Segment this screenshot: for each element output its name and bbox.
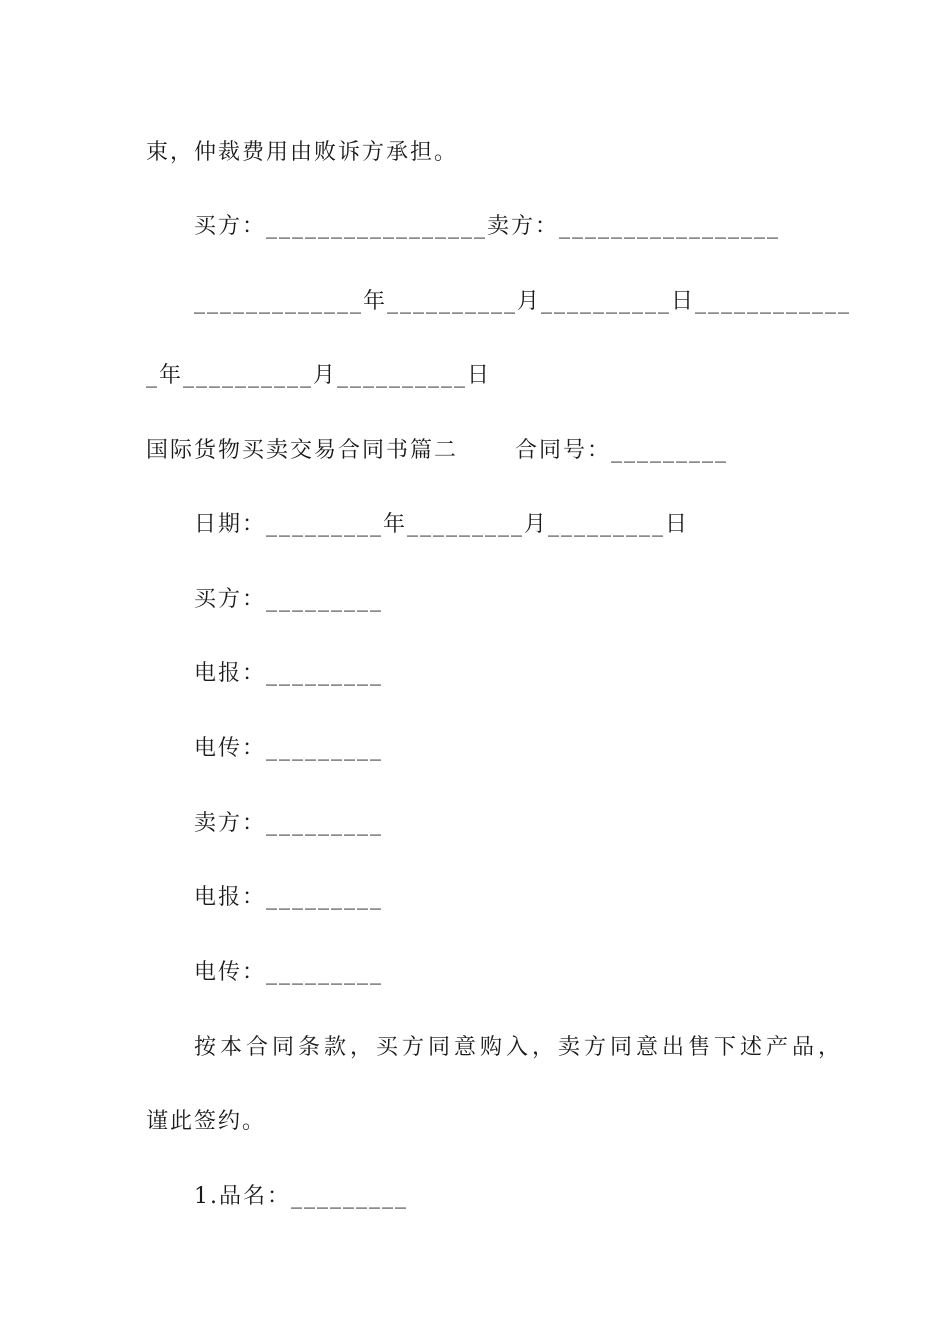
signing-date-line-2: _年__________月__________日 [146,363,492,388]
seller-telegram: 电报：_________ [194,885,384,910]
agreement-paragraph: 按本合同条款，买方同意购入，卖方同意出售下述产品， [194,1035,845,1060]
arbitration-clause-end: 束，仲裁费用由败诉方承担。 [146,140,459,165]
seller-fax: 电传：_________ [194,960,384,985]
signing-date-line-1: _____________年__________月__________日____________ [194,289,852,314]
signature-line: 买方：_________________卖方：_________________ [194,214,781,239]
contract-date: 日期：_________年_________月_________日 [194,512,690,537]
buyer-fax: 电传：_________ [194,736,384,761]
buyer-label: 买方：_________ [194,587,384,612]
buyer-telegram: 电报：_________ [194,661,384,686]
section-heading: 国际货物买卖交易合同书篇二 合同号：_________ [146,438,728,463]
agreement-paragraph-end: 谨此签约。 [146,1109,267,1134]
item-product-name: 1.品名：_________ [194,1184,408,1209]
seller-label: 卖方：_________ [194,811,384,836]
